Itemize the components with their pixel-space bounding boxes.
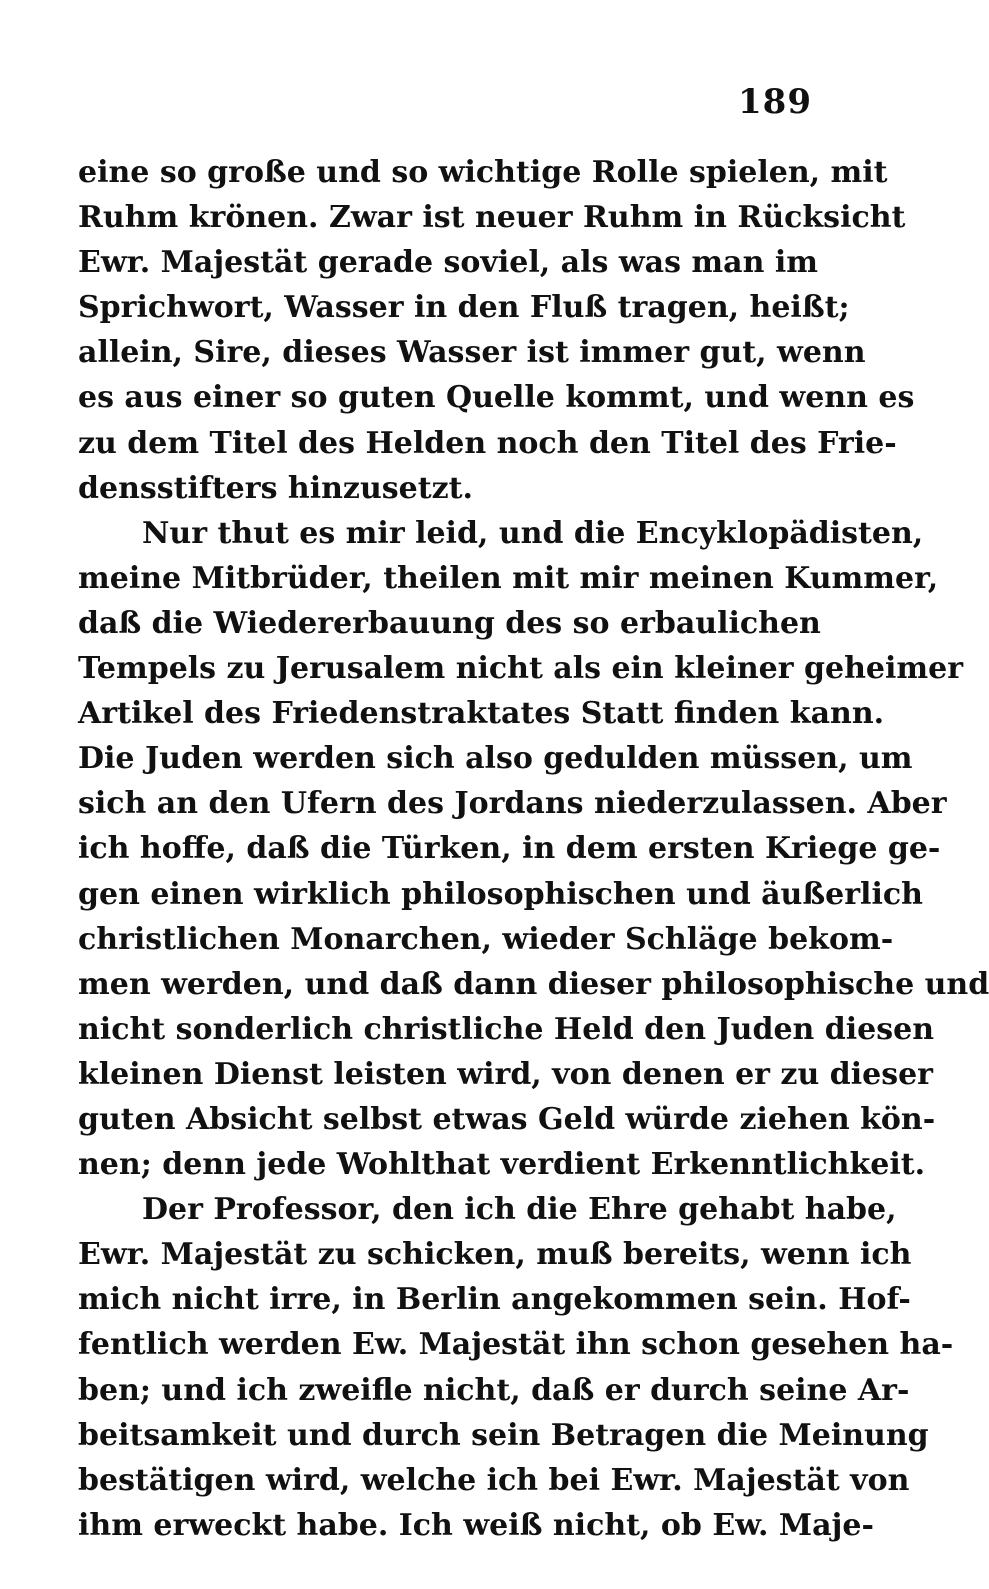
text-line: allein, Sire, dieses Wasser ist immer gut, wenn xyxy=(78,335,866,371)
text-line: men werden, und daß dann dieser philosophische und xyxy=(78,966,989,1002)
paragraph xyxy=(78,511,989,1187)
text-line: ihm erweckt habe. Ich weiß nicht, ob Ew. Maje- xyxy=(78,1507,874,1543)
text-line: kleinen Dienst leisten wird, von denen er zu dieser xyxy=(78,1056,933,1092)
text-line: Artikel des Friedenstraktates Statt finden kann. xyxy=(78,696,885,732)
text-line: guten Absicht selbst etwas Geld würde ziehen kön- xyxy=(78,1101,936,1137)
text-line: nen; denn jede Wohlthat verdient Erkenntlichkeit. xyxy=(78,1147,926,1183)
text-line: daß die Wiedererbauung des so erbaulichen xyxy=(78,605,821,641)
text-line: densstifters hinzusetzt. xyxy=(78,470,473,506)
text-line: nicht sonderlich christliche Held den Juden diesen xyxy=(78,1011,935,1047)
text-line: Ewr. Majestät gerade soviel, als was man im xyxy=(78,245,818,281)
text-line: ich hoffe, daß die Türken, in dem ersten Kriege ge- xyxy=(78,831,941,867)
text-line: fentlich werden Ew. Majestät ihn schon gesehen ha- xyxy=(78,1327,954,1363)
text-line: Ewr. Majestät zu schicken, muß bereits, wenn ich xyxy=(78,1237,912,1273)
body-text xyxy=(78,150,989,1548)
text-line: Die Juden werden sich also gedulden müssen, um xyxy=(78,741,913,777)
text-line: eine so große und so wichtige Rolle spielen, mit xyxy=(78,155,888,190)
page-number: 189 xyxy=(738,82,812,122)
paragraph xyxy=(78,150,915,511)
text-line: Nur thut es mir leid, und die Encyklopädisten, xyxy=(142,515,924,551)
text-line: ben; und ich zweifle nicht, daß er durch seine Ar- xyxy=(78,1372,910,1408)
text-line: beitsamkeit und durch sein Betragen die Meinung xyxy=(78,1417,929,1453)
text-line: bestätigen wird, welche ich bei Ewr. Majestät von xyxy=(78,1462,910,1498)
text-line: Der Professor, den ich die Ehre gehabt habe, xyxy=(142,1192,897,1228)
text-line: christlichen Monarchen, wieder Schläge bekom- xyxy=(78,921,894,957)
text-line: sich an den Ufern des Jordans niederzulassen. Aber xyxy=(78,786,947,822)
text-line: meine Mitbrüder, theilen mit mir meinen Kummer, xyxy=(78,560,939,596)
text-line: mich nicht irre, in Berlin angekommen sein. Hof- xyxy=(78,1282,911,1318)
text-line: es aus einer so guten Quelle kommt, und wenn es xyxy=(78,380,915,416)
text-line: Sprichwort, Wasser in den Fluß tragen, heißt; xyxy=(78,290,850,326)
paragraph xyxy=(78,1187,954,1548)
text-line: gen einen wirklich philosophischen und äußerlich xyxy=(78,876,923,912)
text-line: Tempels zu Jerusalem nicht als ein kleiner geheimer xyxy=(78,651,963,687)
text-line: Ruhm krönen. Zwar ist neuer Ruhm in Rücksicht xyxy=(78,200,906,236)
text-line: zu dem Titel des Helden noch den Titel des Frie- xyxy=(78,425,897,461)
